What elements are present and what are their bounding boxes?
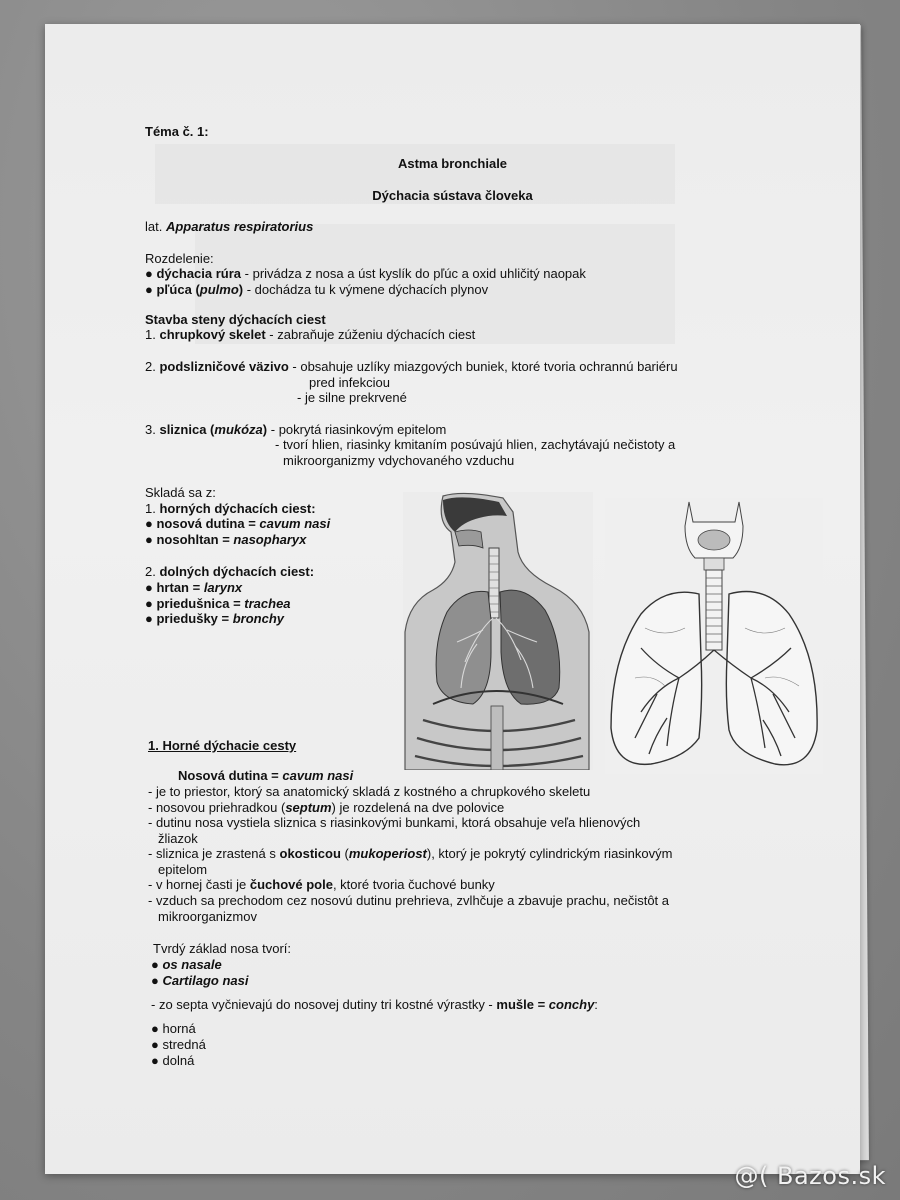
term: Nosová dutina = bbox=[178, 768, 283, 783]
sub-title: Dýchacia sústava človeka bbox=[372, 188, 533, 203]
wall-item-1 bbox=[145, 327, 475, 343]
text: - v hornej časti je bbox=[148, 877, 250, 892]
division-item bbox=[145, 282, 488, 298]
bullet: ● bbox=[145, 580, 153, 595]
latin-name: Apparatus respiratorius bbox=[165, 219, 314, 234]
term: chrupkový skelet bbox=[159, 327, 266, 342]
lungs-trachea-illustration bbox=[605, 498, 823, 774]
text: horná bbox=[162, 1021, 196, 1036]
heading: dolných dýchacích ciest: bbox=[159, 564, 315, 579]
upper-heading bbox=[145, 501, 316, 517]
list-item bbox=[151, 1037, 206, 1053]
text: - sliznica je zrastená s bbox=[148, 846, 280, 861]
bazos-watermark: @( Bazos.sk bbox=[734, 1162, 886, 1190]
term: dýchacia rúra bbox=[156, 266, 242, 281]
latin-term: cavum nasi bbox=[259, 516, 331, 531]
text: , ktoré tvoria čuchové bunky bbox=[332, 877, 495, 892]
num: 2. bbox=[145, 359, 156, 374]
list-item bbox=[151, 957, 222, 973]
respiratory-torso-illustration bbox=[403, 492, 593, 770]
latin-term: Cartilago nasi bbox=[162, 973, 249, 988]
term: hrtan = bbox=[156, 580, 204, 595]
bullet: ● bbox=[151, 1021, 159, 1036]
list-item bbox=[145, 596, 291, 612]
bullet: ● bbox=[145, 516, 153, 531]
section1-heading: 1. Horné dýchacie cesty bbox=[148, 738, 297, 753]
bullet: ● bbox=[151, 1053, 159, 1068]
list-item bbox=[145, 611, 284, 627]
latin-term: cavum nasi bbox=[282, 768, 354, 783]
term-end: ) bbox=[262, 422, 268, 437]
desc: - zabraňuje zúženiu dýchacích ciest bbox=[265, 327, 476, 342]
list-item bbox=[151, 1053, 194, 1069]
section1-line: - je to priestor, ktorý sa anatomický skladá z kostného a chrupkového skeletu bbox=[148, 784, 591, 799]
latin-term: pulmo bbox=[199, 282, 239, 297]
term: okosticou bbox=[279, 846, 341, 861]
section1-line: epitelom bbox=[158, 862, 208, 877]
term: mušle = bbox=[496, 997, 549, 1012]
section1-line bbox=[148, 846, 672, 862]
wall-item-3 bbox=[145, 422, 446, 438]
wall-item-3-cont: - tvorí hlien, riasinky kmitaním posúvajú hlien, zachytávajú nečistoty a bbox=[275, 437, 676, 452]
desc: - privádza z nosa a úst kyslík do pľúc a oxid uhličitý naopak bbox=[241, 266, 586, 281]
latin-term: nasopharyx bbox=[233, 532, 307, 547]
section1-line bbox=[148, 877, 495, 893]
num: 1. bbox=[145, 327, 156, 342]
composition-label: Skladá sa z: bbox=[145, 485, 216, 500]
lower-heading bbox=[145, 564, 314, 580]
section1-line: - dutinu nosa vystiela sliznica s riasinkovými bunkami, ktorá obsahuje veľa hlienových bbox=[148, 815, 641, 830]
num: 3. bbox=[145, 422, 156, 437]
document-page bbox=[45, 24, 860, 1174]
num: 1. bbox=[145, 501, 156, 516]
latin-term: mukoperiost bbox=[348, 846, 427, 861]
text: ), ktorý je pokrytý cylindrickým riasinkovým bbox=[426, 846, 673, 861]
bullet: ● bbox=[145, 266, 153, 281]
base-label: Tvrdý základ nosa tvorí: bbox=[153, 941, 291, 956]
text: : bbox=[594, 997, 598, 1012]
heading: horných dýchacích ciest: bbox=[159, 501, 316, 516]
text: ( bbox=[340, 846, 349, 861]
term: čuchové pole bbox=[249, 877, 333, 892]
section1-line bbox=[148, 800, 504, 816]
term: podslizničové väzivo bbox=[159, 359, 289, 374]
section1-line: žliazok bbox=[158, 831, 198, 846]
bullet: ● bbox=[145, 596, 153, 611]
latin-term: os nasale bbox=[162, 957, 222, 972]
conchae-line bbox=[151, 997, 598, 1013]
desc: - pokrytá riasinkovým epitelom bbox=[267, 422, 447, 437]
section1-subheading bbox=[178, 768, 353, 784]
topic-label: Téma č. 1: bbox=[145, 124, 209, 139]
bullet: ● bbox=[151, 1037, 159, 1052]
bullet: ● bbox=[145, 282, 153, 297]
bullet: ● bbox=[151, 957, 159, 972]
wall-item-2-cont: - je silne prekrvené bbox=[297, 390, 407, 405]
term: nosohltan = bbox=[156, 532, 234, 547]
term-end: ) bbox=[238, 282, 244, 297]
list-item bbox=[145, 532, 306, 548]
section1-line: - vzduch sa prechodom cez nosovú dutinu prehrieva, zvlhčuje a zbavuje prachu, nečistôt a bbox=[148, 893, 670, 908]
wall-item-2 bbox=[145, 359, 678, 375]
latin-line bbox=[145, 219, 313, 235]
wall-item-3-cont: mikroorganizmy vdychovaného vzduchu bbox=[283, 453, 515, 468]
division-item bbox=[145, 266, 586, 282]
main-title: Astma bronchiale bbox=[397, 156, 508, 171]
bullet: ● bbox=[151, 973, 159, 988]
latin-term: trachea bbox=[244, 596, 291, 611]
term: nosová dutina = bbox=[156, 516, 260, 531]
term: pľúca ( bbox=[156, 282, 200, 297]
text: - nosovou priehradkou ( bbox=[148, 800, 286, 815]
num: 2. bbox=[145, 564, 156, 579]
term: sliznica ( bbox=[159, 422, 215, 437]
text: ) je rozdelená na dve polovice bbox=[331, 800, 505, 815]
desc: - dochádza tu k výmene dýchacích plynov bbox=[243, 282, 489, 297]
list-item bbox=[145, 580, 242, 596]
list-item bbox=[151, 973, 248, 989]
latin-term: larynx bbox=[203, 580, 243, 595]
wall-item-2-cont: pred infekciou bbox=[309, 375, 390, 390]
latin-prefix: lat. bbox=[145, 219, 163, 234]
text: dolná bbox=[162, 1053, 195, 1068]
latin-term: conchy bbox=[548, 997, 595, 1012]
list-item bbox=[151, 1021, 196, 1037]
bullet: ● bbox=[145, 532, 153, 547]
bullet: ● bbox=[145, 611, 153, 626]
latin-term: mukóza bbox=[214, 422, 263, 437]
latin-term: bronchy bbox=[232, 611, 285, 626]
desc: - obsahuje uzlíky miazgových buniek, ktoré tvoria ochrannú bariéru bbox=[288, 359, 678, 374]
text: - zo septa vyčnievajú do nosovej dutiny tri kostné výrastky - bbox=[151, 997, 497, 1012]
latin-term: septum bbox=[285, 800, 332, 815]
term: priedušky = bbox=[156, 611, 233, 626]
section1-line: mikroorganizmov bbox=[158, 909, 257, 924]
division-label: Rozdelenie: bbox=[145, 251, 214, 266]
text: stredná bbox=[162, 1037, 206, 1052]
wall-heading: Stavba steny dýchacích ciest bbox=[145, 312, 326, 327]
list-item bbox=[145, 516, 330, 532]
term: priedušnica = bbox=[156, 596, 245, 611]
